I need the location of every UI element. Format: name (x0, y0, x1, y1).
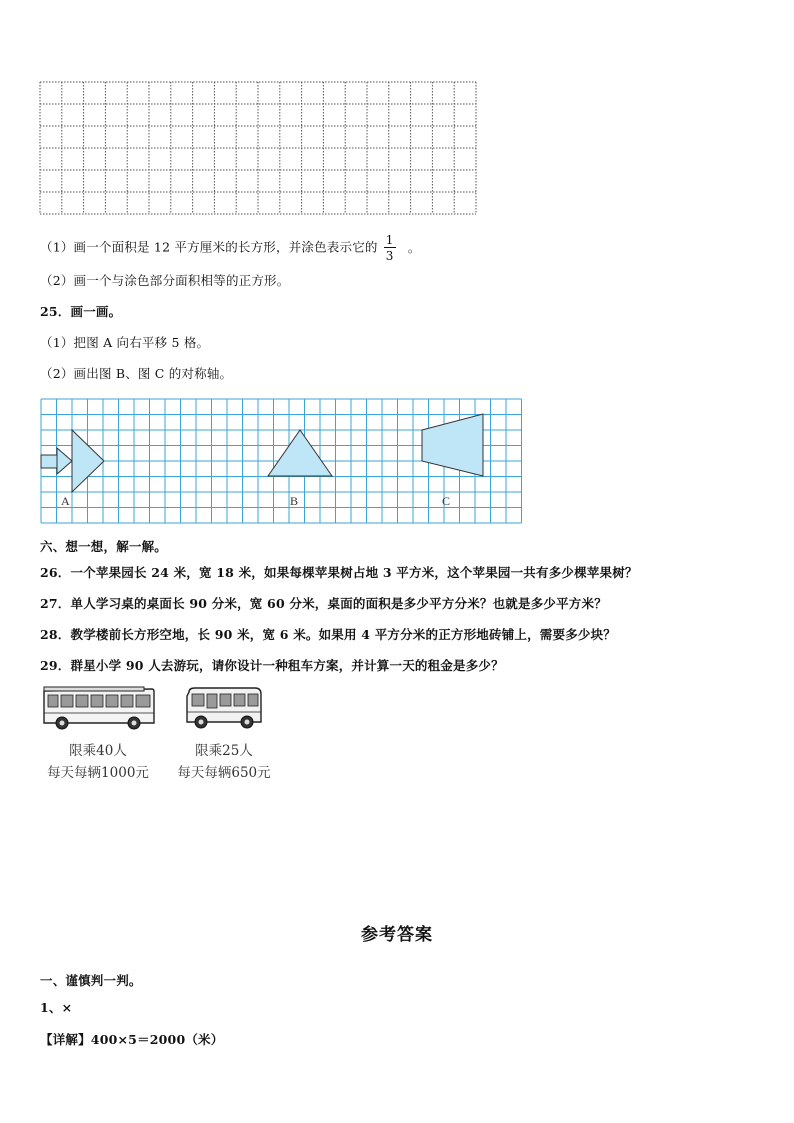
fraction-numerator: 1 (385, 233, 394, 247)
small-bus-icon (183, 686, 265, 732)
small-bus-price: 每天每辆650元 (177, 765, 271, 781)
answers-title: 参考答案 (361, 925, 433, 945)
blue-square-grid (40, 398, 532, 524)
q25-sub2: （2）画出图 B、图 C 的对称轴。 (40, 366, 233, 381)
q26-text: 26．一个苹果园长 24 米，宽 18 米，如果每棵苹果树占地 3 平方米，这个苹果园一共有多少棵苹果树？ (40, 565, 638, 580)
shape-b-triangle (268, 430, 332, 476)
fraction-denominator: 3 (385, 249, 394, 263)
label-a: A (61, 494, 70, 508)
q24-sub2: （2）画一个与涂色部分面积相等的正方形。 (40, 273, 290, 288)
q25-sub1: （1）把图 A 向右平移 5 格。 (40, 335, 210, 350)
section6-title: 六、想一想，解一解。 (40, 539, 168, 554)
answers-item1: 1、× (40, 1000, 73, 1015)
label-b: B (290, 494, 299, 508)
large-bus-icon (40, 683, 156, 733)
large-bus-capacity: 限乘40人 (69, 743, 127, 759)
fraction-one-third (384, 234, 396, 262)
label-c: C (442, 494, 451, 508)
q24-sub1-text: （1）画一个面积是 12 平方厘米的长方形，并涂色表示它的 (40, 239, 378, 255)
answers-section1: 一、谨慎判一判。 (40, 973, 142, 988)
q24-sub1-end: 。 (407, 239, 421, 255)
q25-title: 25．画一画。 (40, 304, 122, 319)
q27-text: 27．单人学习桌的桌面长 90 分米，宽 60 分米，桌面的面积是多少平方分米？也就是多少平方米？ (40, 596, 607, 611)
q29-text: 29．群星小学 90 人去游玩，请你设计一种租车方案，并计算一天的租金是多少？ (40, 658, 504, 673)
small-bus-capacity: 限乘25人 (195, 743, 253, 759)
large-bus-price: 每天每辆1000元 (47, 765, 149, 781)
shape-a-arrow (41, 430, 104, 492)
dotted-square-grid (38, 80, 478, 216)
answers-detail: 【详解】400×5＝2000（米） (40, 1032, 224, 1047)
q24-sub1 (40, 234, 421, 262)
q28-text: 28．教学楼前长方形空地，长 90 米，宽 6 米。如果用 4 平方分米的正方形地砖铺上，需要多少块？ (40, 627, 616, 642)
shape-c-trapezoid (422, 414, 483, 476)
